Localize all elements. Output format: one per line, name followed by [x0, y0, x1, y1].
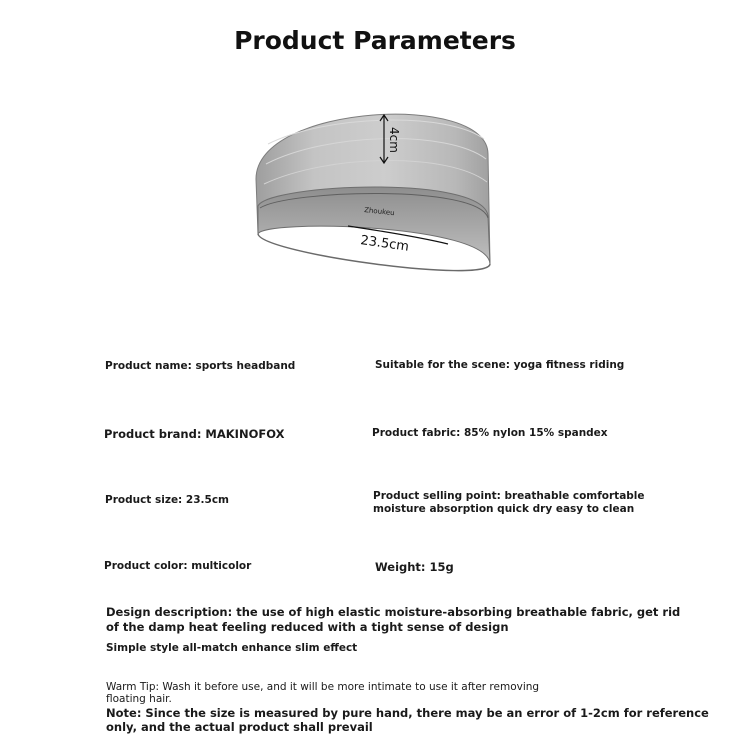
warm-tip-line2: floating hair. — [106, 693, 172, 705]
design-description-line1: Design description: the use of high elastic moisture-absorbing breathable fabric, get rid — [106, 605, 681, 619]
brand-mark: Zhoukeu — [363, 206, 395, 218]
selling-point-line1: Product selling point: breathable comfortable — [373, 490, 645, 502]
product-brand: Product brand: MAKINOFOX — [104, 427, 285, 441]
product-fabric: Product fabric: 85% nylon 15% spandex — [372, 427, 608, 439]
product-name: Product name: sports headband — [105, 360, 296, 372]
product-size: Product size: 23.5cm — [105, 494, 229, 506]
height-label: 4cm — [387, 127, 401, 153]
design-style: Simple style all-match enhance slim effect — [106, 642, 358, 654]
page-title: Product Parameters — [234, 26, 516, 55]
headband-image — [248, 84, 498, 284]
product-color: Product color: multicolor — [104, 560, 252, 572]
selling-point-line2: moisture absorption quick dry easy to clean — [373, 503, 635, 515]
design-description-line2: of the damp heat feeling reduced with a tight sense of design — [106, 620, 509, 634]
warm-tip-line1: Warm Tip: Wash it before use, and it will be more intimate to use it after removing — [106, 681, 540, 693]
note-line1: Note: Since the size is measured by pure hand, there may be an error of 1-2cm for reference — [106, 706, 709, 720]
product-scene: Suitable for the scene: yoga fitness riding — [375, 359, 625, 371]
length-label: 23.5cm — [359, 233, 410, 255]
note-line2: only, and the actual product shall prevail — [106, 720, 373, 734]
product-weight: Weight: 15g — [375, 560, 454, 574]
